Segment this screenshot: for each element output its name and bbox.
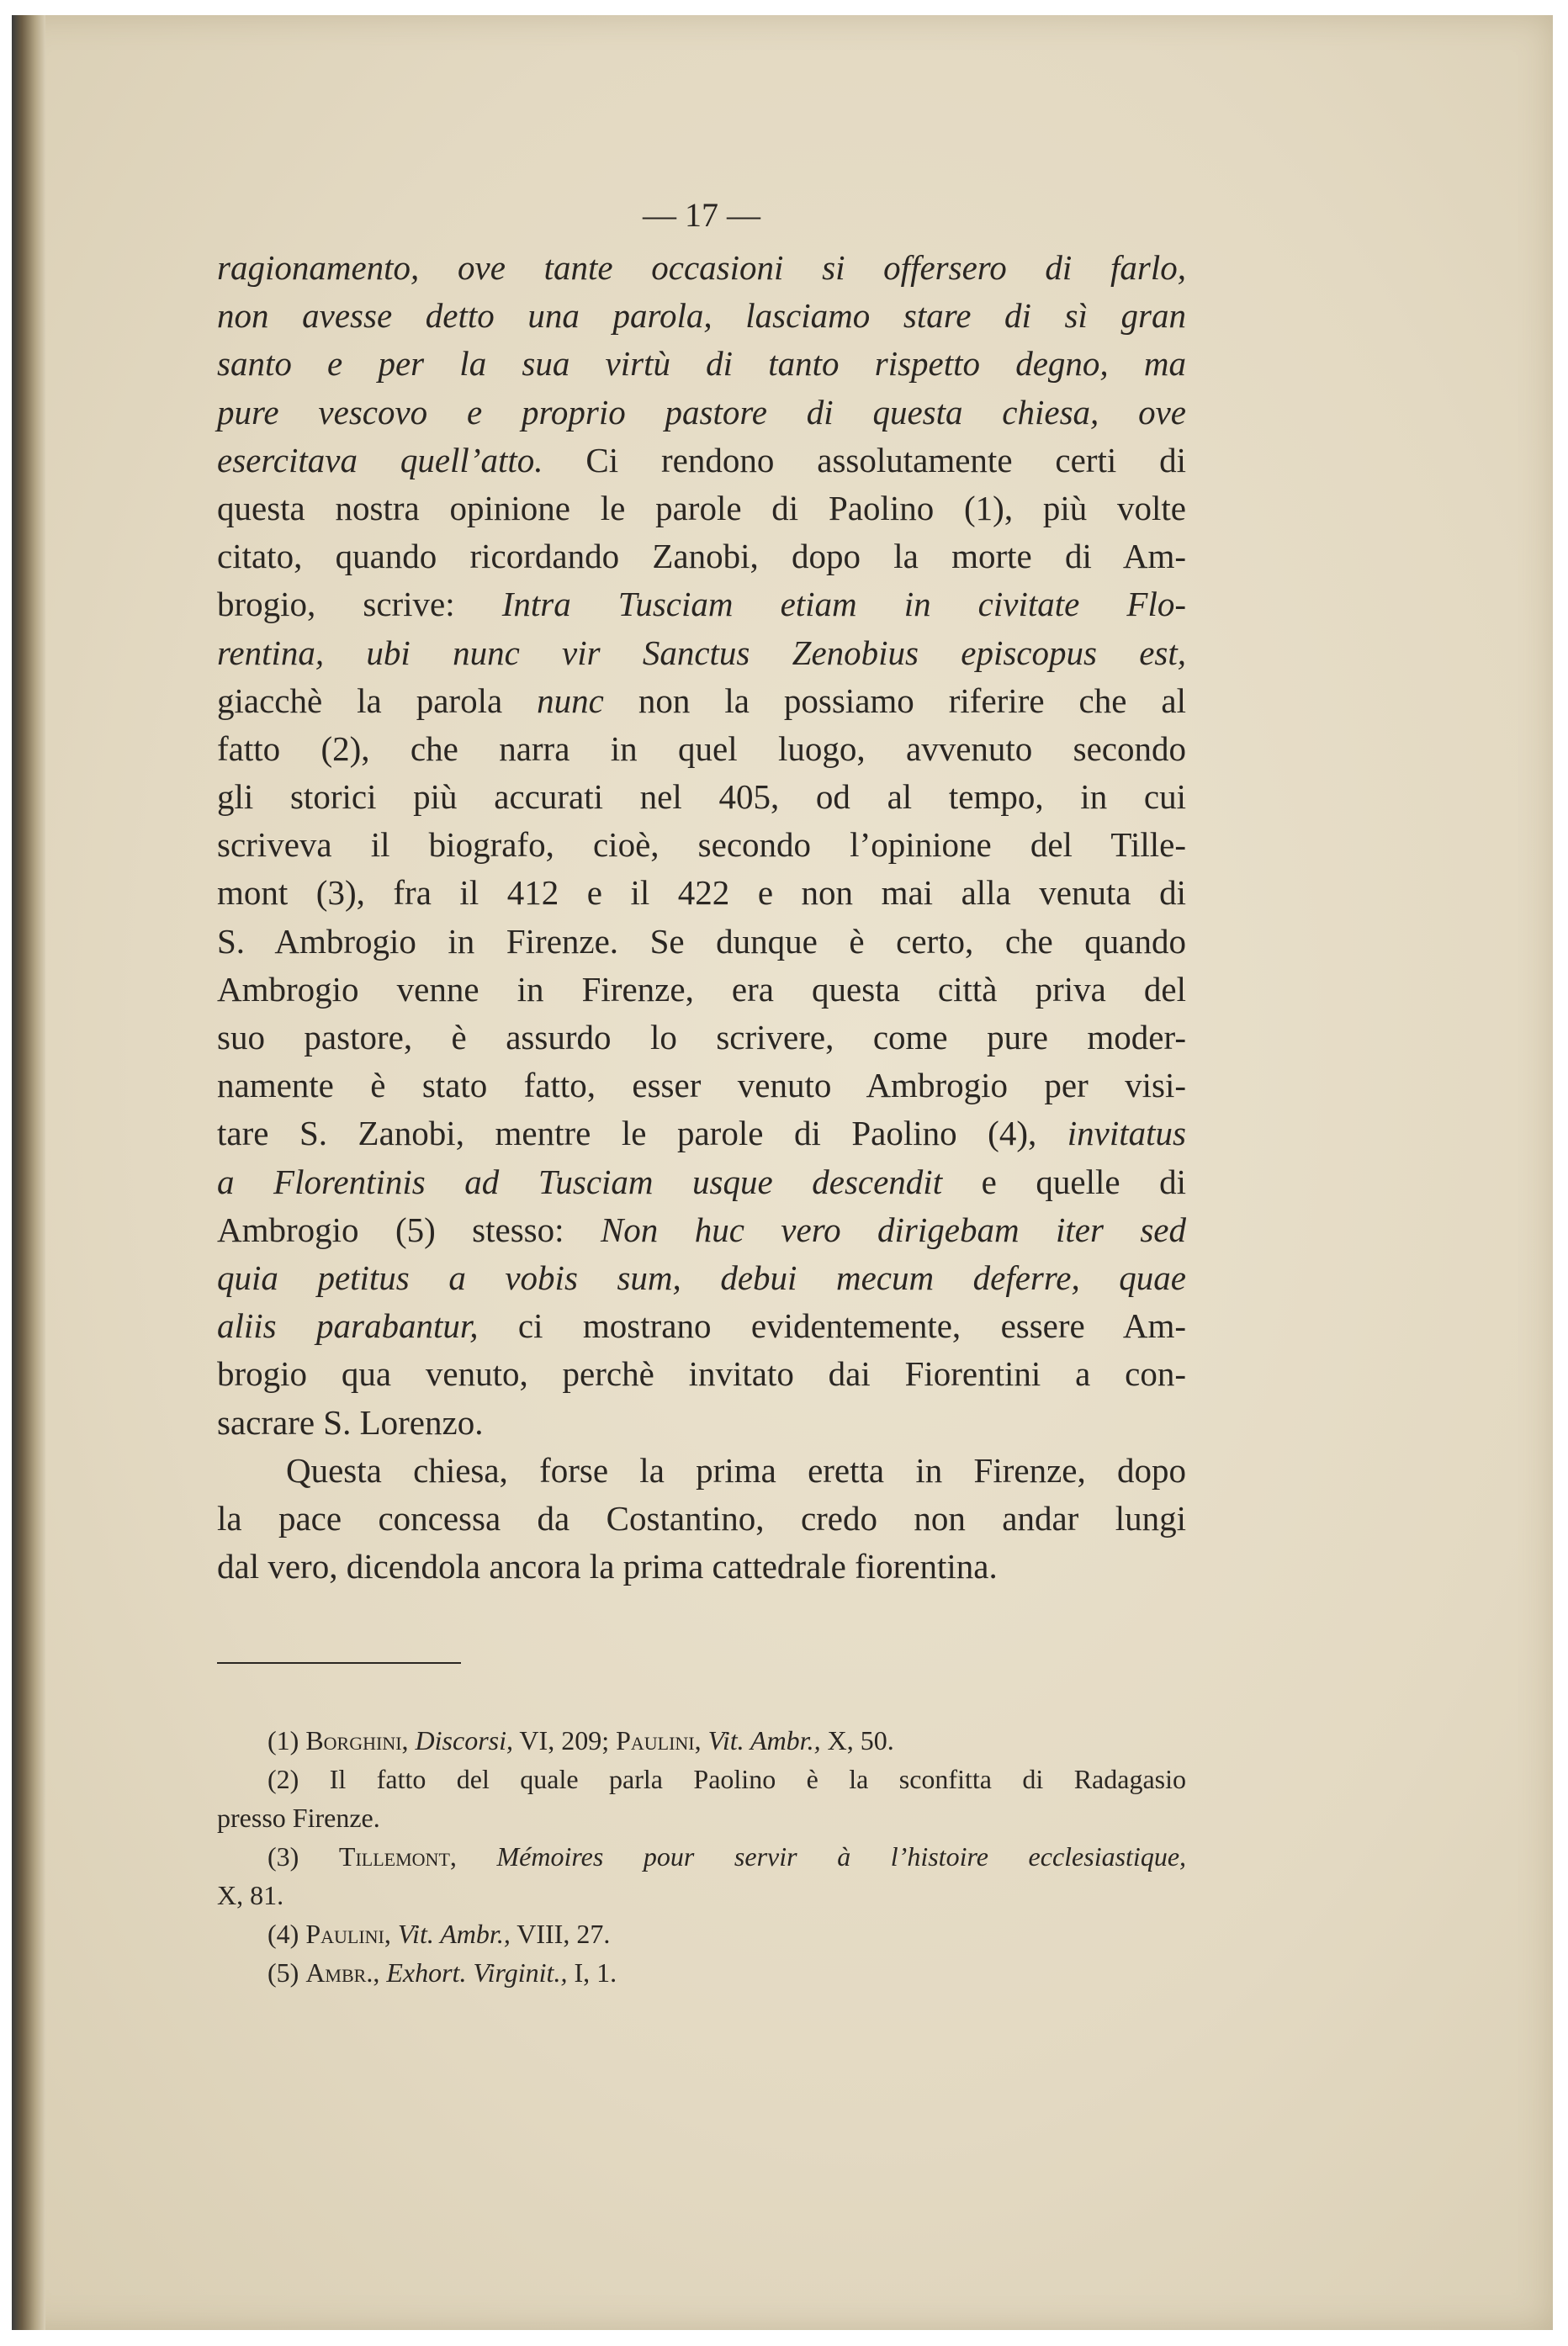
text-span: , — [694, 1725, 708, 1756]
footnote — [217, 1953, 1186, 1992]
text-span: mont (3), fra il 412 e il 422 e non mai alla venuta di — [217, 873, 1186, 913]
italic-text: aliis parabantur, — [217, 1306, 479, 1346]
text-span: presso Firenze. — [217, 1803, 380, 1833]
text-span: scriveva il biografo, cioè, secondo l’opinione del Tille- — [217, 825, 1186, 865]
text-line: la pace concessa da Costantino, credo non andar lungi — [217, 1498, 1186, 1538]
text-line — [217, 292, 1186, 340]
footnote — [217, 1721, 1186, 1760]
text-line — [217, 580, 1186, 628]
text-line — [217, 773, 1186, 821]
text-span: S. Ambrogio in Firenze. Se dunque è certo, che quando — [217, 921, 1186, 961]
text-line — [217, 1014, 1186, 1062]
text-line — [217, 340, 1186, 388]
text-span: non la possiamo riferire che al — [603, 680, 1186, 720]
text-line — [217, 485, 1186, 532]
italic-text: Non huc vero dirigebam iter sed — [600, 1210, 1186, 1249]
text-span: tare S. Zanobi, mentre le parole di Paolino (4), — [217, 1114, 1067, 1153]
text-line — [217, 821, 1186, 869]
italic-text: Intra Tusciam etiam in civitate Flo- — [501, 585, 1187, 624]
text-span: (5) — [268, 1957, 306, 1988]
text-span: I, 1. — [567, 1957, 617, 1988]
text-line — [217, 966, 1186, 1014]
author-name: Borghini — [305, 1725, 402, 1756]
text-line: dal vero, dicendola ancora la prima cattedrale fiorentina. — [217, 1547, 998, 1586]
text-line — [217, 1158, 1186, 1206]
work-title: Discorsi, — [415, 1725, 513, 1756]
text-line — [217, 1062, 1186, 1109]
footnote-line — [217, 1914, 1186, 1953]
work-title: Vit. Ambr., — [707, 1725, 821, 1756]
text-span: X, 81. — [217, 1880, 284, 1910]
footnote-line — [217, 1721, 1186, 1760]
footnote-line — [217, 1760, 1186, 1798]
text-span: , — [373, 1957, 387, 1988]
paragraph-2 — [217, 1447, 1186, 1591]
text-span: questa nostra opinione le parole di Paolino (1), più volte — [217, 488, 1186, 527]
text-line — [217, 1206, 1186, 1254]
footnote — [217, 1914, 1186, 1953]
italic-text: a Florentinis ad Tusciam usque descendit — [217, 1162, 943, 1201]
text-span: brogio, scrive: — [217, 585, 502, 624]
italic-text: rentina, ubi nunc vir Sanctus Zenobius episcopus est, — [217, 633, 1186, 672]
italic-text: non avesse detto una parola, lasciamo stare di sì gran — [217, 296, 1186, 336]
text-span: , — [384, 1919, 398, 1949]
text-line — [217, 1254, 1186, 1302]
text-line — [217, 1109, 1186, 1157]
italic-text: pure vescovo e proprio pastore di questa chiesa, ove — [217, 392, 1186, 432]
text-line: Questa chiesa, forse la prima eretta in Firenze, dopo — [286, 1450, 1186, 1490]
text-span: giacchè la parola — [217, 680, 538, 720]
text-span: namente è stato fatto, esser venuto Ambrogio per visi- — [217, 1066, 1186, 1105]
footnote-rule — [217, 1662, 461, 1664]
text-span: brogio qua venuto, perchè invitato dai Fiorentini a con- — [217, 1354, 1186, 1394]
text-span: sacrare S. Lorenzo. — [217, 1402, 484, 1442]
italic-text: ragionamento, ove tante occasioni si offersero di farlo, — [217, 248, 1186, 287]
paragraph-1 — [217, 244, 1186, 1447]
footnote-line — [217, 1837, 1186, 1876]
text-span: e quelle di — [942, 1162, 1186, 1201]
text-line — [217, 725, 1186, 773]
text-span: fatto (2), che narra in quel luogo, avvenuto secondo — [217, 728, 1186, 768]
italic-text: nunc — [537, 680, 604, 720]
text-span: , — [401, 1725, 416, 1756]
text-line — [217, 918, 1186, 966]
text-span: VIII, 27. — [510, 1919, 611, 1949]
text-span: suo pastore, è assurdo lo scrivere, come pure moder- — [217, 1018, 1186, 1056]
work-title: Vit. Ambr., — [397, 1919, 511, 1949]
footnote — [217, 1760, 1186, 1837]
footnotes — [217, 1721, 1186, 1992]
text-span: Ci rendono assolutamente certi di — [543, 440, 1186, 479]
italic-text: santo e per la sua virtù di tanto rispetto degno, ma — [217, 344, 1186, 384]
main-text — [217, 196, 1187, 1591]
author-name: Ambr. — [305, 1957, 373, 1988]
author-name: Tillemont — [338, 1841, 450, 1872]
footnote-line — [217, 1876, 1186, 1914]
italic-text: esercitava quell’atto. — [217, 440, 543, 479]
text-span: ci mostrano evidentemente, essere Am- — [478, 1306, 1187, 1346]
text-line — [217, 677, 1186, 725]
footnote — [217, 1837, 1186, 1914]
text-line — [217, 532, 1186, 580]
italic-text: quia petitus a vobis sum, debui mecum deferre, quae — [217, 1258, 1186, 1297]
text-span: (4) — [268, 1919, 306, 1949]
work-title: Exhort. Virginit., — [386, 1957, 568, 1988]
text-line — [217, 244, 1186, 292]
text-line — [217, 629, 1186, 677]
text-span: , — [449, 1841, 497, 1872]
italic-text: invitatus — [1067, 1114, 1186, 1153]
text-span: (1) — [268, 1725, 306, 1756]
text-span: Ambrogio venne in Firenze, era questa città priva del — [217, 969, 1186, 1009]
work-title: Mémoires pour servir à l’histoire ecclesiastique, — [496, 1841, 1187, 1872]
book-spine — [12, 15, 45, 2330]
author-name: Paulini — [305, 1919, 384, 1949]
text-line — [217, 1350, 1186, 1398]
page-number: — 17 — — [643, 196, 760, 234]
text-span: X, 50. — [820, 1725, 894, 1756]
footnote-line — [217, 1798, 1186, 1837]
author-name: Paulini — [616, 1725, 695, 1756]
text-line — [217, 1302, 1186, 1350]
text-line — [217, 1399, 1186, 1447]
text-span: Ambrogio (5) stesso: — [217, 1210, 601, 1249]
text-line — [217, 437, 1186, 485]
text-line — [217, 389, 1186, 437]
text-span: gli storici più accurati nel 405, od al tempo, in cui — [217, 777, 1186, 817]
footnote-line — [217, 1953, 1186, 1992]
text-span: citato, quando ricordando Zanobi, dopo la morte di Am- — [217, 537, 1186, 576]
text-line — [217, 869, 1186, 917]
text-span: (3) — [268, 1841, 339, 1872]
text-span: (2) Il fatto del quale parla Paolino è la sconfitta di Radagasio — [268, 1764, 1186, 1794]
text-span: VI, 209; — [513, 1725, 617, 1756]
